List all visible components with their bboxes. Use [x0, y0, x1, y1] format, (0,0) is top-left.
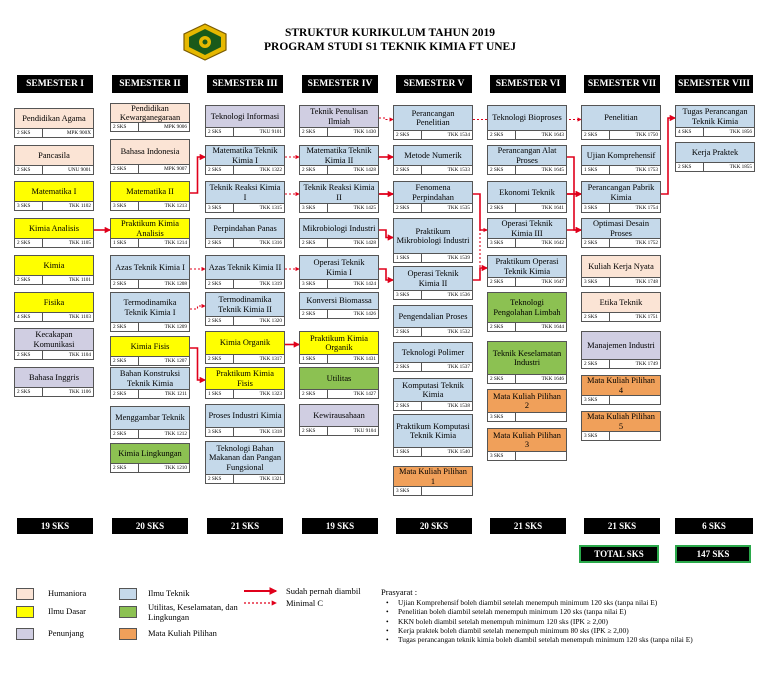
course-code: TKK 1646: [541, 376, 564, 382]
course-name: Fisika: [43, 297, 65, 307]
course-code: TKK 1643: [541, 132, 564, 138]
course-name: Bahan Konstruksi Teknik Kimia: [119, 369, 181, 388]
course-name: Bahasa Inggris: [28, 372, 79, 382]
course-code: TKK 1540: [447, 449, 470, 455]
course-sks: 2 SKS: [394, 131, 422, 139]
course-sks: 2 SKS: [15, 276, 43, 284]
course-code: TKK 1212: [164, 431, 187, 437]
course-sks: 3 SKS: [582, 278, 610, 286]
course-name: Matematika Teknik Kimia II: [306, 146, 372, 165]
course-sks: 3 SKS: [394, 291, 422, 299]
page-subtitle: PROGRAM STUDI S1 TEKNIK KIMIA FT UNEJ: [264, 41, 516, 53]
course-name: Kimia Fisis: [130, 341, 170, 351]
course-code: TKK 1317: [259, 356, 282, 362]
course-code: TKK 1425: [353, 205, 376, 211]
course-name: Matematika I: [31, 186, 77, 196]
course-sks: 3 SKS: [488, 413, 516, 421]
course-sks: 2 SKS: [676, 163, 704, 171]
course-name: Azas Teknik Kimia I: [115, 262, 185, 272]
course-name: Praktikum Kimia Fisis: [216, 369, 274, 388]
course-name: Kerja Praktek: [691, 147, 739, 157]
course-code: TKK 1427: [353, 391, 376, 397]
course-name: Teknologi Pengolahan Limbah: [493, 298, 561, 317]
total-sks-label: TOTAL SKS: [579, 545, 659, 563]
course-name: Kimia Analisis: [28, 223, 80, 233]
course-name: Ujian Komprehensif: [586, 150, 656, 160]
course-name: Pendidikan Agama: [22, 113, 86, 123]
course-name: Teknologi Bioproses: [492, 113, 562, 123]
legend-label-ilmu-teknik: Ilmu Teknik: [148, 588, 190, 598]
course-name: Praktikum Operasi Teknik Kimia: [495, 257, 559, 276]
course-code: TKK 1213: [164, 203, 187, 209]
course-name: Manajemen Industri: [587, 340, 655, 350]
course-name: Proses Industri Kimia: [208, 411, 282, 421]
course-sks: 3 SKS: [111, 202, 139, 210]
course-code: TKK 1430: [353, 129, 376, 135]
course-code: TKK 1537: [447, 364, 470, 370]
course-name: Kewirausahaan: [313, 410, 365, 420]
course-name: Kimia Organik: [219, 338, 271, 348]
course-code: TKU 9104: [353, 428, 376, 434]
course-name: Metode Numerik: [404, 150, 462, 160]
semester-header-3: SEMESTER III: [207, 75, 283, 93]
course-name: Operasi Teknik Kimia I: [313, 258, 365, 277]
course-code: TKK 1101: [68, 277, 91, 283]
course-code: TKK 1538: [447, 403, 470, 409]
course-name: Bahasa Indonesia: [120, 147, 180, 157]
course-code: TKK 1210: [164, 465, 187, 471]
course-sks: 2 SKS: [15, 129, 43, 137]
course-sks: 2 SKS: [300, 166, 328, 174]
course-name: Kuliah Kerja Nyata: [588, 261, 654, 271]
course-name: Mikrobiologi Industri: [302, 223, 376, 233]
course-name: Teknologi Polimer: [401, 347, 465, 357]
course-name: Penelitian: [604, 113, 638, 123]
course-name: Optimasi Desain Proses: [592, 219, 650, 238]
course-code: TKK 1104: [68, 352, 91, 358]
course-name: Teknik Reaksi Kimia I: [209, 183, 281, 202]
course-name: Kimia: [43, 260, 65, 270]
course-name: Mata Kuliah Pilihan 1: [399, 467, 467, 486]
course-sks: 2 SKS: [488, 375, 516, 383]
course-name: Teknik Reaksi Kimia II: [303, 183, 375, 202]
course-sks: 2 SKS: [488, 131, 516, 139]
course-sks: 2 SKS: [206, 280, 234, 288]
course-code: MPK 9007: [164, 166, 187, 172]
course-code: TKK 1855: [729, 164, 752, 170]
course-name: Praktikum Kimia Organik: [310, 333, 368, 352]
course-sks: 2 SKS: [111, 464, 139, 472]
semester-header-7: SEMESTER VII: [584, 75, 660, 93]
course-sks: 2 SKS: [394, 402, 422, 410]
course-sks: 2 SKS: [206, 317, 234, 325]
course-code: TKK 1750: [635, 132, 658, 138]
course-sks: 2 SKS: [394, 166, 422, 174]
course-code: TKK 1751: [635, 314, 658, 320]
course-code: TKK 1642: [541, 240, 564, 246]
course-code: TKK 1321: [259, 476, 282, 482]
course-code: TKK 1214: [164, 240, 187, 246]
course-name: Tugas Perancangan Teknik Kimia: [682, 107, 748, 126]
course-name: Perpindahan Panas: [213, 223, 277, 233]
semester-header-1: SEMESTER I: [17, 75, 93, 93]
course-code: TKK 1748: [635, 279, 658, 285]
course-sks: 2 SKS: [206, 166, 234, 174]
semester-header-2: SEMESTER II: [112, 75, 188, 93]
course-sks: 1 SKS: [394, 254, 422, 262]
course-name: Praktikum Kimia Analisis: [121, 219, 179, 238]
course-name: Operasi Teknik Kimia II: [407, 269, 459, 288]
prasyarat-item: • KKN boleh diambil setelah menempuh minimum 120 sks (IPK ≥ 2,00): [386, 617, 766, 626]
course-sks: 2 SKS: [582, 313, 610, 321]
course-code: TKK 1428: [353, 240, 376, 246]
legend-label-ilmu-dasar: Ilmu Dasar: [48, 606, 87, 616]
course-sks: 2 SKS: [488, 278, 516, 286]
course-code: TKK 1102: [68, 203, 91, 209]
course-name: Ekonomi Teknik: [499, 187, 555, 197]
course-sks: 2 SKS: [111, 390, 139, 398]
course-name: Mata Kuliah Pilihan 5: [587, 412, 655, 431]
course-name: Kecakapan Komunikasi: [33, 330, 75, 349]
course-sks: 2 SKS: [15, 388, 43, 396]
course-name: Teknik Keselamatan Industri: [492, 348, 562, 367]
course-sks: 4 SKS: [15, 313, 43, 321]
course-sks: 2 SKS: [488, 204, 516, 212]
course-sks: 2 SKS: [394, 363, 422, 371]
course-code: TKK 1749: [635, 361, 658, 367]
course-sks: 3 SKS: [582, 204, 610, 212]
course-sks: 1 SKS: [111, 239, 139, 247]
course-code: TKK 1207: [164, 358, 187, 364]
course-sks: 2 SKS: [206, 239, 234, 247]
prasyarat-list: [386, 598, 766, 644]
legend-label-utilitas: Utilitas, Keselamatan, dan Lingkungan: [148, 602, 238, 622]
course-code: TKK 1208: [164, 281, 187, 287]
prasyarat-item: • Penelitian boleh diambil setelah menempuh minimum 120 sks (tanpa nilai E): [386, 607, 766, 616]
legend-label-humaniora: Humaniora: [48, 588, 87, 598]
course-name: Teknik Penulisan Ilmiah: [310, 107, 368, 126]
course-sks: 1 SKS: [300, 355, 328, 363]
course-code: TKK 1426: [353, 311, 376, 317]
semester-total-sks-6: 21 SKS: [490, 518, 566, 534]
course-name: Menggambar Teknik: [115, 413, 185, 423]
course-code: TKK 1318: [259, 429, 282, 435]
course-code: TKK 1105: [68, 240, 91, 246]
semester-total-sks-4: 19 SKS: [302, 518, 378, 534]
course-code: TKK 1536: [447, 292, 470, 298]
course-code: TKK 1316: [259, 240, 282, 246]
course-name: Termodinamika Teknik Kimia I: [123, 298, 177, 317]
course-name: Mata Kuliah Pilihan 2: [493, 391, 561, 410]
course-name: Pengendalian Proses: [398, 311, 468, 321]
course-code: TKK 1211: [164, 391, 187, 397]
course-name: Komputasi Teknik Kimia: [402, 380, 464, 399]
course-sks: 2 SKS: [111, 280, 139, 288]
course-sks: 2 SKS: [111, 165, 139, 173]
course-name: Mata Kuliah Pilihan 4: [587, 376, 655, 395]
course-code: TKK 1647: [541, 279, 564, 285]
course-sks: 2 SKS: [300, 310, 328, 318]
course-code: TKK 1533: [447, 167, 470, 173]
prasyarat-title: Prasyarat :: [381, 587, 418, 597]
course-name: Utilitas: [326, 373, 352, 383]
course-sks: 2 SKS: [15, 239, 43, 247]
course-code: TKK 1539: [447, 255, 470, 261]
semester-header-8: SEMESTER VIII: [675, 75, 753, 93]
prasyarat-item: • Tugas perancangan teknik kimia boleh diambil setelah menempuh minimum 120 sks (tanpa nilai E): [386, 635, 766, 644]
course-name: Mata Kuliah Pilihan 3: [493, 430, 561, 449]
course-name: Kimia Lingkungan: [118, 448, 182, 458]
course-sks: 2 SKS: [488, 166, 516, 174]
course-sks: 2 SKS: [111, 430, 139, 438]
course-sks: 3 SKS: [300, 204, 328, 212]
course-name: Perancangan Penelitian: [411, 108, 455, 127]
prasyarat-item: • Kerja praktek boleh diambil setelah menempuh minimum 80 sks (IPK ≥ 2,00): [386, 626, 766, 635]
course-sks: 2 SKS: [300, 239, 328, 247]
course-sks: 4 SKS: [676, 128, 704, 136]
course-sks: 3 SKS: [206, 428, 234, 436]
course-name: Teknologi Informasi: [210, 111, 280, 121]
course-code: TKK 1535: [447, 205, 470, 211]
course-name: Konversi Biomassa: [306, 296, 372, 306]
course-sks: 3 SKS: [394, 487, 422, 495]
course-sks: 3 SKS: [206, 204, 234, 212]
course-code: TKK 1323: [259, 391, 282, 397]
legend-label-penunjang: Penunjang: [48, 628, 84, 638]
course-sks: 2 SKS: [394, 204, 422, 212]
page-title: STRUKTUR KURIKULUM TAHUN 2019: [284, 27, 496, 39]
course-code: TKK 1320: [259, 318, 282, 324]
course-code: TKK 1209: [164, 324, 187, 330]
semester-header-5: SEMESTER V: [396, 75, 472, 93]
legend-solid-label: Sudah pernah diambil: [286, 586, 361, 596]
course-sks: 3 SKS: [15, 202, 43, 210]
course-name: Teknologi Bahan Makanan dan Pangan Fungsional: [208, 444, 282, 472]
course-name: Fenomena Perpindahan: [412, 183, 454, 202]
semester-total-sks-7: 21 SKS: [584, 518, 660, 534]
course-sks: 2 SKS: [206, 355, 234, 363]
course-sks: 2 SKS: [206, 475, 234, 483]
total-sks-value: 147 SKS: [675, 545, 751, 563]
course-name: Praktikum Komputasi Teknik Kimia: [396, 421, 470, 440]
course-code: TKK 1641: [541, 205, 564, 211]
course-name: Azas Teknik Kimia II: [208, 262, 282, 272]
course-code: MPK 9006: [164, 124, 187, 131]
course-sks: 3 SKS: [488, 239, 516, 247]
course-sks: 2 SKS: [206, 128, 234, 136]
course-sks: 1 SKS: [206, 390, 234, 398]
semester-total-sks-3: 21 SKS: [207, 518, 283, 534]
course-code: TKK 1754: [635, 205, 658, 211]
course-sks: 2 SKS: [582, 360, 610, 368]
course-code: TKK 1534: [447, 132, 470, 138]
course-code: TKK 1106: [68, 389, 91, 395]
course-code: TKK 1532: [447, 329, 470, 335]
course-code: TKK 1103: [68, 314, 91, 320]
course-code: TKK 1645: [541, 167, 564, 173]
course-code: TKK 1752: [635, 240, 658, 246]
course-name: Perancangan Alat Proses: [497, 146, 557, 165]
course-code: TKK 1431: [353, 356, 376, 362]
course-name: Operasi Teknik Kimia III: [501, 219, 553, 238]
course-sks: 2 SKS: [15, 166, 43, 174]
course-name: Matematika II: [126, 186, 174, 196]
prasyarat-item: • Ujian Komprehensif boleh diambil setelah menempuh minimum 120 sks (tanpa nilai E): [386, 598, 766, 607]
course-sks: 2 SKS: [488, 323, 516, 331]
course-sks: 2 SKS: [300, 390, 328, 398]
course-code: MPK 900X: [66, 130, 91, 136]
legend-dashed-label: Minimal C: [286, 598, 324, 608]
course-sks: 2 SKS: [300, 427, 328, 435]
legend-label-pilihan: Mata Kuliah Pilihan: [148, 628, 217, 638]
course-sks: 1 SKS: [394, 448, 422, 456]
course-sks: 2 SKS: [111, 323, 139, 331]
semester-header-4: SEMESTER IV: [302, 75, 378, 93]
course-sks: 3 SKS: [582, 432, 610, 440]
semester-total-sks-1: 19 SKS: [17, 518, 93, 534]
semester-total-sks-8: 6 SKS: [675, 518, 753, 534]
course-name: Etika Teknik: [599, 297, 643, 307]
course-sks: 2 SKS: [300, 128, 328, 136]
course-code: TKK 1753: [635, 167, 658, 173]
course-code: UNU 9001: [68, 167, 91, 173]
semester-total-sks-5: 20 SKS: [396, 518, 472, 534]
course-name: Pendidikan Kewarganegaraan: [119, 104, 181, 123]
course-code: TKK 1315: [259, 205, 282, 211]
course-name: Termodinamika Teknik Kimia II: [218, 295, 272, 314]
course-code: TKK 1319: [259, 281, 282, 287]
course-name: Matematika Teknik Kimia I: [212, 146, 278, 165]
semester-header-6: SEMESTER VI: [490, 75, 566, 93]
course-sks: 2 SKS: [111, 357, 139, 365]
course-code: TKK 1644: [541, 324, 564, 330]
course-sks: 2 SKS: [394, 328, 422, 336]
semester-total-sks-2: 20 SKS: [112, 518, 188, 534]
course-code: TKK 1322: [259, 167, 282, 173]
course-sks: 3 SKS: [488, 452, 516, 460]
course-sks: 2 SKS: [582, 239, 610, 247]
course-name: Praktikum Mikrobiologi Industri: [396, 226, 470, 245]
course-code: TKK 1428: [353, 167, 376, 173]
course-code: TKU 9101: [259, 129, 282, 135]
course-sks: 2 SKS: [582, 131, 610, 139]
course-sks: 2 SKS: [111, 123, 139, 131]
course-name: Pancasila: [38, 150, 70, 160]
course-name: Perancangan Pabrik Kimia: [587, 183, 655, 202]
course-sks: 2 SKS: [15, 351, 43, 359]
course-code: TKK 1424: [353, 281, 376, 287]
course-code: TKK 1856: [729, 129, 752, 135]
course-sks: 1 SKS: [582, 166, 610, 174]
course-sks: 3 SKS: [582, 396, 610, 404]
course-sks: 3 SKS: [300, 280, 328, 288]
